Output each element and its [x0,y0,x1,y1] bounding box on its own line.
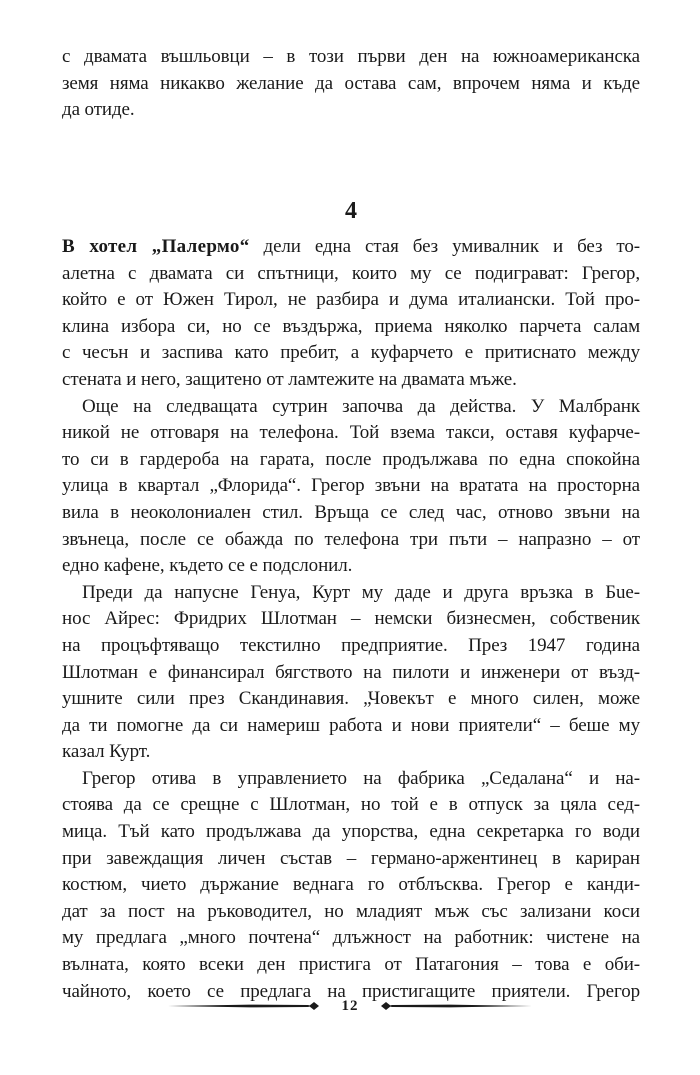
text-line: улица в квартал „Флорида“. Грегор звъни на вратата на просторна [62,475,640,497]
text-line: вълната, която всеки ден пристига от Патагония – това е оби- [62,954,640,976]
page-number: 12 [341,998,359,1014]
text-line: алетна с двамата си спътници, които му се подиграват: Грегор, [62,262,640,284]
text-line: то си в гардероба на гарата, после продължава по една спокойна [62,448,640,470]
text-line: с двамата въшльовци – в този първи ден на южноамериканска [62,46,640,67]
text-line: мица. Тъй като продължава да упорства, една секретарка го води [62,821,640,843]
text-line: стоява да се срещне с Шлотман, но той е в отпуск за цяла сед- [62,794,640,816]
text-line: му предлага „много почтена“ длъжност на работник: чистене на [62,927,640,949]
text-line: Преди да напусне Генуа, Курт му даде и друга връзка в Бue- [82,581,640,603]
text-line: да отиде. [62,99,135,121]
text-line: Шлотман е финансирал бягството на пилоти и инженери от възд- [62,661,640,683]
text-line: ушните сили през Скандинавия. „Човекът е много силен, може [62,688,640,710]
text-line: дат за пост на ръководител, но младият мъж със зализани коси [62,900,640,922]
text-line: костюм, чието държание веднага го отблъсква. Грегор е канди- [62,874,640,896]
text-line: на процъфтяващо текстилно предприятие. През 1947 година [62,634,640,656]
paragraph-2 [62,394,640,580]
text-line: едно кафене, където се е подслонил. [62,555,353,577]
paragraph-4 [62,766,640,1005]
text-line: стената и него, защитено от ламтежите на двамата мъже. [62,368,517,390]
text-line: земя няма никакво желание да остава сам, впрочем няма и къде [62,72,640,94]
text-line: Грегор отива в управлението на фабрика „Седалана“ и на- [82,767,640,789]
text-line: с чесън и заспива като пребит, а куфарчето е притиснато между [62,342,640,364]
text-line: нос Айрес: Фридрих Шлотман – немски бизнесмен, собственик [62,608,640,630]
opening-paragraph [62,44,640,124]
text-line: никой не отговаря на телефона. Той взема такси, оставя куфарче- [62,422,640,444]
text-line: вила в неоколониален стил. Връща се след час, отново звъни на [62,501,640,523]
paragraph-3 [62,580,640,766]
text-span: дели една стая без умивалник и без то- [249,236,640,257]
text-line: при завеждащия личен състав – германо-аржентинец в кариран [62,847,640,869]
text-line: който е от Южен Тирол, не разбира и дума италиански. Той про- [62,289,640,311]
text-line: Още на следващата сутрин започва да действа. У Малбранк [82,395,640,417]
chapter-body [62,234,640,1005]
page-footer [0,996,700,1016]
text-line: клина избора си, но се въздържа, приема няколко парчета салам [62,315,640,337]
chapter-number: 4 [345,198,357,224]
lead-phrase: В хотел „Палермо“ [62,236,250,257]
text-line: звънеца, после се обажда по телефона три пъти – напразно – от [62,528,640,550]
paragraph-1 [62,234,640,394]
text-line [62,234,640,261]
text-line: да ти помогне да си намериш работа и нови приятели“ – беше му [62,714,640,736]
text-line: чайното, което се предлага на пристигащите приятели. Грегор [62,980,640,1002]
text-line: казал Курт. [62,741,151,763]
